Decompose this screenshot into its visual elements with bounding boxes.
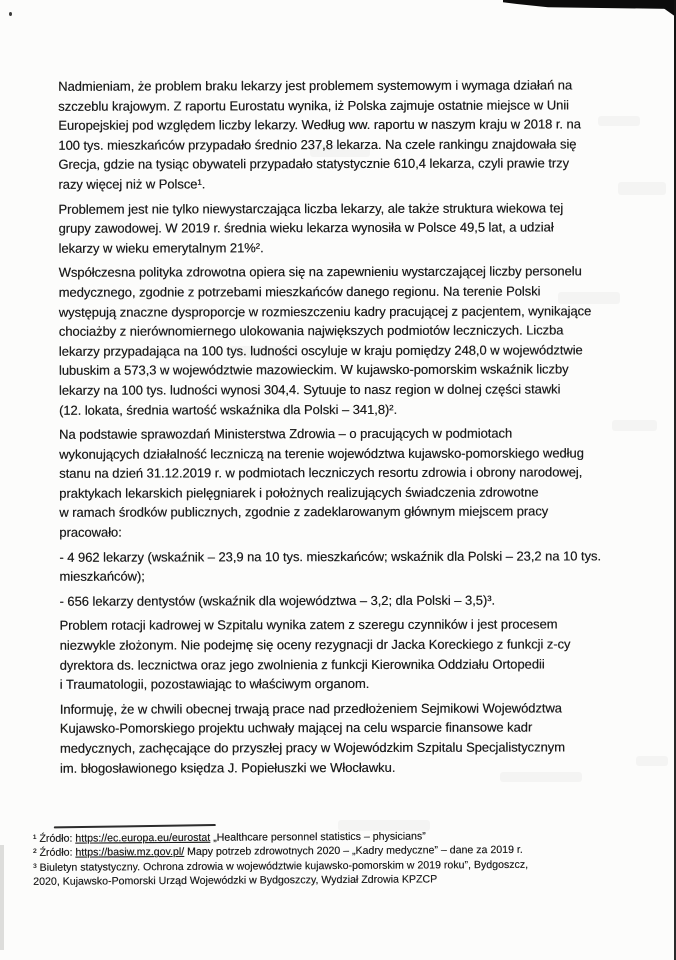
document-body bbox=[58, 75, 660, 783]
body-list-item-doctors-count: - 4 962 lekarzy (wskaźnik – 23,9 na 10 tys. mieszkańców; wskaźnik dla Polski – 23,2 na 10 tys. mieszkańców); bbox=[59, 548, 601, 585]
scan-artifact-top-bar bbox=[503, 0, 676, 9]
body-paragraph-resolution-info: Informuję, że w chwili obecnej trwają prace nad przedłożeniem Sejmikowi Województwa Kujawsko-Pomorskiego projektu uchwały mającej na celu wsparcie finansowe kadr medycznych, zachęcające do przyszłej pracy w Wojewódzkim Szpitalu Specjalistycznym im. błogosławionego księdza J. Popiełuszki we Włocławku. bbox=[59, 700, 565, 776]
footnote-2-source-label: ² Źródło: bbox=[32, 847, 76, 860]
body-paragraph-age-structure: Problemem jest nie tylko niewystarczająca liczba lekarzy, ale także struktura wiekowa tej grupy zawodowej. W 2019 r. średnia wieku lekarza wynosiła w Polsce 49,5 lat, a udział lekarzy w wieku emerytalnym 21%². bbox=[58, 200, 564, 256]
footnote-2-title: Mapy potrzeb zdrowotnych 2020 – „Kadry medyczne” – dane za 2019 r. bbox=[184, 844, 523, 859]
body-paragraph-staff-rotation: Problem rotacji kadrowej w Szpitalu wynika zatem z szeregu czynników i jest procesem niezwykle złożonym. Nie podejmę się oceny rezygnacji dr Jacka Koreckiego z funkcji z-cy dyrektora ds. lecznictwa oraz jego zwolnienia z funkcji Kierownika Oddziału Ortopedii i Traumatologii, pozostawiając to właściwym organom. bbox=[59, 616, 571, 693]
scan-artifact-dot bbox=[9, 12, 12, 16]
footnote-1-source-label: ¹ Źródło: bbox=[32, 832, 76, 845]
body-paragraph-health-policy: Współczesna polityka zdrowotna opiera się na zapewnieniu wystarczającej liczby personelu medycznego, zgodnie z potrzebami mieszkańców danego regionu. Na terenie Polski występują znaczne dysproporcje w rozmieszczeniu kadry pracującej z pacjentem, wynikające chociażby z nierównomiernego ulokowania największych podmiotów leczniczych. Liczba lekarzy przypadająca na 100 tys. ludności oscyluje w kraju pomiędzy 248,0 w województwie lubuskim a 573,3 w województwie mazowieckim. W kujawsko-pomorskim wskaźnik liczby lekarzy na 100 tys. ludności wynosi 304,4. Sytuuje to nasz region w dolnej części stawki (12. lokata, średnia wartość wskaźnika dla Polski – 341,8)². bbox=[58, 263, 592, 418]
footnote-1-eurostat-link: https://ec.europa.eu/eurostat bbox=[75, 831, 211, 845]
body-list-item-dentists-count: - 656 lekarzy dentystów (wskaźnik dla województwa – 3,2; dla Polski – 3,5)³. bbox=[59, 592, 495, 609]
footnotes-section bbox=[33, 822, 643, 889]
footnote-separator-rule bbox=[54, 824, 216, 828]
body-paragraph-ministry-reports: Na podstawie sprawozdań Ministerstwa Zdrowia – o pracujących w podmiotach wykonujących działalność leczniczą na terenie województwa kujawsko-pomorskiego według stanu na dzień 31.12.2019 r. w podmiotach leczniczych resortu zdrowia i obrony narodowej, praktykach lekarskich pielęgniarek i położnych realizujących świadczenia zdrowotne w ramach środków publicznych, zgodnie z zadeklarowanym głównym miejscem pracy pracowało: bbox=[58, 425, 584, 540]
scan-artifact-left-smudge bbox=[0, 845, 4, 950]
body-paragraph-doctor-shortage: Nadmieniam, że problem braku lekarzy jest problemem systemowym i wymaga działań na szczeblu krajowym. Z raportu Eurostatu wynika, iż Polska zajmuje ostatnie miejsce w Unii Europejskiej pod względem liczby lekarzy. Według ww. raportu w naszym kraju w 2018 r. na 100 tys. mieszkańców przypadało średnio 237,8 lekarza. Na czele rankingu znajdowała się Grecja, gdzie na tysiąc obywateli przypadało statystycznie 610,4 lekarza, czyli prawie trzy razy więcej niż w Polsce¹. bbox=[58, 77, 581, 192]
footnote-1-title: „Healthcare personnel statistics – physicians” bbox=[210, 830, 426, 844]
footnote-2-basiw-link: https://basiw.mz.gov.pl/ bbox=[75, 846, 185, 860]
footnote-3: ³ Biuletyn statystyczny. Ochrona zdrowia w województwie kujawsko-pomorskim w 2019 roku”, Bydgoszcz, 2020, Kujawsko-Pomorski Urząd Wojewódzki w Bydgoszczy, Wydział Zdrowia KPZCP bbox=[33, 858, 529, 889]
